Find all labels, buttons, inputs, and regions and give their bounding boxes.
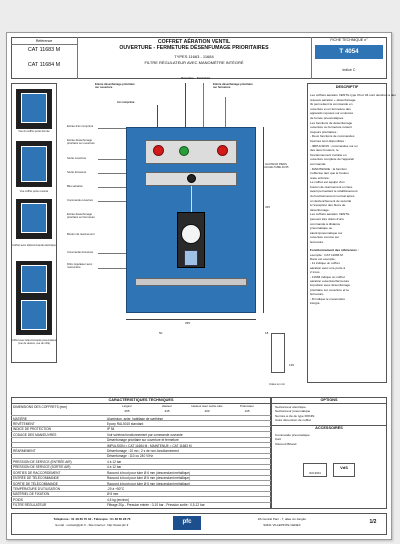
description-line: du fonctionnement normal après [310, 194, 355, 199]
dims-grid [107, 404, 267, 413]
accessory-item: Commande pneumatique [275, 433, 310, 437]
dims-header-cell: Profondeur [240, 404, 254, 408]
description-line: ouverture et en fermeture des [310, 106, 351, 111]
specs-heading: CARACTÉRISTIQUES TECHNIQUES [108, 398, 174, 402]
dim-50: 50 [159, 331, 163, 335]
description-line: ouverture complète de l'appareil [310, 157, 354, 162]
description-line: désenfumage. [310, 207, 330, 212]
accessory-item: Cart [275, 437, 281, 442]
spec-value: Raccord à bout pour tube Ø 6 mm (descendant métallique) [107, 481, 191, 486]
footer-address-1: ZA Central Parc - 7, allée du Jongler [257, 517, 307, 521]
spec-key: ENTRÉE DE TÉLÉCOMMANDE [13, 476, 59, 481]
description-line: ouverture comme sur [310, 235, 340, 240]
spec-value: 4 à 12 bar [107, 459, 122, 464]
manometer [181, 224, 201, 244]
description-line: bouton de réarmement en face [310, 184, 353, 189]
coffret-open-thumb [16, 141, 52, 187]
description-line: - Deux fonctions de commandes [310, 134, 355, 139]
spec-value: Filtrage 20µ - Pression entrée : 0-10 bar - Pression sortie : 0,5-12 bar [107, 503, 205, 508]
description-line: reste enfoncé. [310, 175, 330, 180]
example-line: aération avec une porte à [310, 265, 346, 270]
caption-pneumatic: Coffret avec télécommande pneumatique (vue de dessus, vue de côté) [11, 339, 57, 346]
spec-value: Aluminium, acier, habillage de synthèse [107, 416, 163, 421]
din-rail [135, 278, 247, 286]
examples-title: Fonctionnement des références : [310, 247, 359, 252]
description-line: électropneumatique sur [310, 230, 343, 235]
tag-exit-closing: Sortie fermeture [67, 171, 87, 174]
dims-value-cell: 345 [164, 408, 170, 413]
doc-subtitle: FILTRE RÉGULATEUR AVEC MANOMÈTRE INTÉGRÉ [144, 60, 244, 65]
spec-key: MATÉRIEL DE FIXATION [13, 492, 50, 497]
description-line: avant permettant le rétablissement [310, 189, 358, 194]
spec-key: SORTIES DE RACCORDEMENT [13, 470, 61, 475]
description-line: des deux boutons, le [310, 148, 339, 153]
page-number: 1/2 [369, 519, 377, 525]
tag-reset-button: Bouton de réarmement [67, 233, 95, 236]
option-item: Serrure à clé de type RONIS [275, 413, 315, 418]
description-line: - IMPULSION : commandes sur un [310, 143, 358, 148]
coffret-pneumatic-thumb [16, 261, 52, 335]
doc-title-2: OUVERTURE - FERMETURE DÉSENFUMAGE PRIORITAIRES [119, 45, 269, 51]
description-line: - MAINTENUE : la fonction [310, 166, 347, 171]
tag-filter-regulator: Filtre régulateur avec manomètre [67, 263, 93, 270]
coffret-electric-thumb [16, 199, 52, 239]
spec-row [11, 502, 271, 508]
footer-email: E-mail : contact@pfc.fr - Site Internet : http://www.pfc.fr [55, 523, 129, 527]
footer-phone: Téléphone : 01 48 60 70 32 - Télécopie : 01 48 60 28 76 [53, 517, 131, 521]
example-line: Dans cet exemple, [310, 257, 336, 261]
axis-note: Cotes en mm [269, 383, 285, 386]
spec-key: FILTRE RÉGULATEUR [13, 503, 47, 508]
option-item: Sectionneur électrique [275, 405, 306, 409]
description-heading: DESCRIPTIF [335, 85, 359, 89]
option-item: Sectionneur pneumatique [275, 409, 311, 414]
dim-width: 255 [185, 321, 191, 325]
spec-value: Désenfumage : 10 mn ; 2 s de non-fonctionnement [107, 449, 179, 454]
description-line: toujours prioritaires : [310, 129, 339, 134]
datasheet-page [6, 32, 396, 540]
pfc-logo-text: pfc [182, 519, 192, 525]
spec-key: SORTIE DE TÉLÉCOMMANDE [13, 481, 58, 486]
tag-exit-opening: Sortie ouverture [67, 157, 87, 160]
spec-key: CODAGE DES MANŒUVRES [13, 432, 57, 437]
label-opening: Ouverture [181, 77, 194, 80]
doc-title-1: COFFRET AÉRATION VENTIL [157, 39, 231, 45]
description-line: commande à distance [310, 221, 341, 226]
description-line: Les coffrets aération VENTIL type 03 et 04 sont destinés à des [310, 93, 396, 97]
description-line: de fumée pneumatiques. [310, 115, 345, 120]
dims-header-cell: Hauteur avec cache-tube [191, 404, 223, 408]
caption-closed: Vue du coffret porte fermée [18, 130, 50, 133]
label-entry-closing: Entrée désenfumage prioritaire sur fermeture [213, 83, 253, 90]
dims-header-cell: Largeur [122, 404, 132, 408]
spec-value: Epoxy RAL5015 standard [107, 422, 144, 426]
description-line: peuvent être dotés d'une [310, 217, 344, 222]
red-button-left[interactable] [153, 145, 164, 156]
dim-18: 18 [265, 331, 269, 335]
spec-value: -20 à +50°C [107, 486, 125, 491]
accessory-item: Clément Briand [275, 441, 297, 446]
sheet-label: FICHE TECHNIQUE n° [330, 38, 368, 42]
example-line: fermeture. [310, 292, 325, 297]
example-line: aération ouverture/fermeture [310, 279, 350, 284]
green-button[interactable] [179, 146, 189, 156]
sheet-number: T 4054 [339, 47, 359, 55]
spec-value: Voir schéma fonctionnement par commande ouvrante [107, 432, 183, 437]
tag-entry-closing: Entrée désenfumage prioritaire sur fermeture [67, 213, 95, 220]
dim-135: 135 [289, 363, 295, 367]
description-line: commandé. [310, 161, 327, 166]
reset-button[interactable] [187, 174, 196, 183]
filter-bowl [184, 250, 198, 266]
example-line: 2 trous. [310, 270, 321, 275]
example-line: intégré. [310, 301, 321, 306]
dims-value-cell: 135 [244, 408, 250, 413]
example-line: - M indique le manomètre [310, 296, 346, 301]
spec-rows [11, 415, 271, 507]
example-line: - 11 indique un coffret [310, 261, 340, 266]
dims-header-cell: Hauteur [162, 404, 172, 408]
vds-label: VdS [340, 465, 348, 470]
spec-value: Raccord à bout pour tube Ø 6 mm (descendant métallique) [107, 470, 191, 475]
spec-value: Désenfumage : 110 ou 240 V/Hz [107, 454, 154, 459]
spec-value: Désenfumage prioritaire sur ouverture et fermeture [107, 438, 179, 443]
footer-address-2: 93421 VILLEPINTE CEDEX [263, 523, 301, 527]
tag-cmd-closing: Commande fermeture [67, 251, 94, 254]
tag-entry-opening: Entrée désenfumage prioritaire sur ouverture [67, 139, 95, 146]
options-list [275, 405, 385, 422]
dims-label: DIMENSIONS DES COFFRETS (mm) [13, 405, 68, 409]
reference-1: CAT 11683 M [27, 47, 61, 53]
description-text [310, 93, 396, 306]
description-line: à l'exception des blocs de [310, 203, 346, 208]
spec-value: 4,5 kg (environ) [107, 497, 130, 502]
description-line: Ils permettent la commande en [310, 102, 353, 107]
spec-value: IP 54 [107, 427, 115, 432]
description-line: appareils reposés sur exutoires [310, 111, 353, 116]
options-heading: OPTIONS [320, 398, 338, 402]
doc-types: TYPES 11663 - 11684 [174, 54, 214, 59]
tag-air-inlet: Entrée d'air comprimé [67, 125, 94, 128]
accessories-heading: ACCESSOIRES [315, 426, 343, 430]
enclosure-diagram [126, 127, 256, 313]
description-line: ouverture ou fermeture restent [310, 125, 352, 130]
spec-value: 4 à 12 bar [107, 465, 122, 470]
label-entry-opening: Entrée désenfumage prioritaire sur ouverture [95, 83, 135, 90]
label-closing: Fermeture [197, 77, 211, 80]
spec-key: REVÊTEMENT [13, 422, 35, 426]
description-line: un déclenchement de sécurité [310, 198, 352, 203]
accessories-list [275, 433, 385, 446]
caption-open: Vue coffret porte ouverte [19, 190, 49, 193]
dim-height: 345 [265, 205, 271, 209]
spec-key: RÉARMEMENT [13, 449, 36, 454]
reference-2: CAT 11684 M [27, 62, 61, 68]
spec-key: PRESSION DE SERVICE (SORTIE AIR) [13, 465, 71, 470]
example-line: - 11683 indique un coffret [310, 274, 345, 279]
description-line: Les fonctions de désenfumage [310, 120, 353, 125]
height-note: HAUTEUR PIEDS CACHE-TUBE 40-55 [263, 163, 289, 170]
description-line: Le coffret est équipé d'un [310, 180, 345, 185]
example-line: exemple : CAT 11683 M [310, 252, 343, 257]
description-line: pneumatique ou [310, 226, 333, 231]
sheet-index: indice C [342, 68, 356, 72]
caption-electric: Coffret avec télécommande électrique [12, 244, 56, 247]
tag-blue-aeration: Bleu aération [67, 185, 83, 188]
spec-key: INDICE DE PROTECTION [13, 427, 51, 432]
description-line: fournies sont disponibles : [310, 138, 346, 143]
red-button-right[interactable] [217, 145, 228, 156]
description-line: Les coffrets aération VENTIL [310, 212, 350, 217]
iso-label: ISO 9001 [309, 471, 321, 475]
example-line: prioritaire sur ouverture et la [310, 287, 349, 292]
coffret-closed-thumb [16, 89, 52, 129]
spec-value: Ø 6 mm [107, 492, 119, 497]
spec-key: TEMPÉRATURE D'UTILISATION [13, 486, 61, 491]
example-line: impulsion avec désenfumage [310, 283, 351, 288]
side-view [271, 333, 285, 373]
description-line: fonctionnement s'arrête en [310, 152, 347, 157]
dims-value-cell: 400 [204, 408, 210, 413]
dims-value-cell: 255 [124, 408, 130, 413]
description-line: s'effectue tant que le bouton [310, 171, 349, 176]
spec-value: IMPULSION = CAT 11684 M ; MAINTENUE = CAT 11683 M [107, 443, 192, 448]
spec-value: Raccord à bout pour tube Ø 6 mm (descendant métallique) [107, 476, 191, 481]
spec-key: POIDS [13, 497, 23, 502]
option-item: Autre dimension de coffret [275, 417, 312, 422]
label-compressed-air: Air comprimé [117, 101, 135, 104]
description-line: fermeture. [310, 240, 325, 244]
spec-key: MATIÈRE [13, 416, 27, 421]
description-line: réseaux aération + désenfumage. [310, 97, 357, 102]
spec-key: PRESSION DE SERVICE (ENTRÉE AIR) [13, 459, 72, 464]
tag-cmd-opening: Commande ouverture [67, 199, 93, 202]
reference-label: Référence [35, 38, 53, 43]
